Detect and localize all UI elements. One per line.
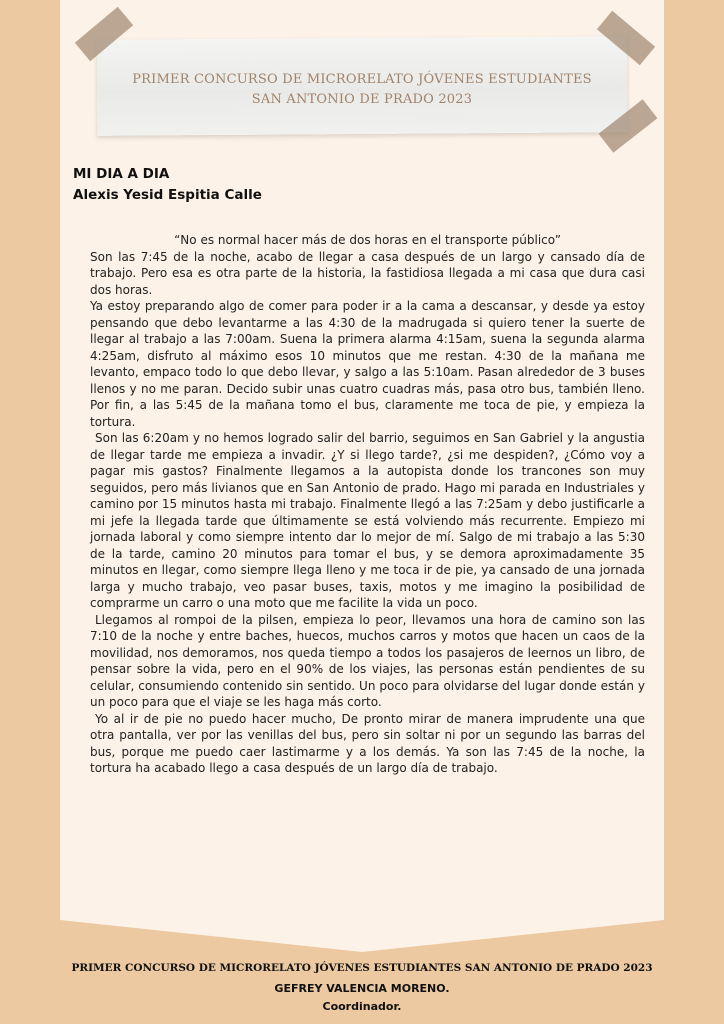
banner-line-1: PRIMER CONCURSO DE MICRORELATO JÓVENES ESTUDIANTES (132, 72, 592, 87)
story-author: Alexis Yesid Espitia Calle (73, 187, 262, 203)
story-body (90, 232, 645, 777)
story-paragraph-3: Son las 6:20am y no hemos logrado salir del barrio, seguimos en San Gabriel y la angustia de llegar tarde me empieza a invadir. ¿Y si llego tarde?, ¿si me despiden?, ¿Cómo voy a pagar mis gastos? Finalmente llegamos a la autopista donde los trancones son muy seguidos, pero más livianos que en San Antonio de prado. Hago mi parada en Industriales y camino por 15 minutos hasta mi trabajo. Finalmente llegó a las 7:25am y debo justificarle a mi jefe la llegada tarde que últimamente se está volviendo más recurrente. Empiezo mi jornada laboral y como siempre intento dar lo mejor de mí. Salgo de mi trabajo a las 5:30 de la tarde, camino 20 minutos para tomar el bus, y se demora aproximadamente 35 minutos en llegar, como siempre llega lleno y me toca ir de pie, ya cansado de una jornada larga y mucho trabajo, veo pasar buses, taxis, motos y me imagino la posibilidad de comprarme un carro o una moto que me facilite la vida un poco. (90, 431, 645, 610)
story-title: MI DIA A DIA (73, 166, 170, 182)
story-header (73, 164, 262, 206)
story-epigraph: “No es normal hacer más de dos horas en el transporte público” (174, 233, 561, 247)
story-paragraph-2: Ya estoy preparando algo de comer para poder ir a la cama a descansar, y desde ya estoy pensando que debo levantarme a las 4:30 de la madrugada si quiero tener la suerte de llegar al trabajo a las 7:00am. Suena la primera alarma 4:15am, suena la segunda alarma 4:25am, disfruto al máximo esos 10 minutos que me restan. 4:30 de la mañana me levanto, empaco todo lo que debo llevar, y salgo a las 5:10am. Pasan alrededor de 3 buses llenos y no me paran. Decido subir unas cuatro cuadras más, pasa otro bus, también lleno. Por fin, a las 5:45 de la mañana tomo el bus, claramente me toca de pie, y empieza la tortura. (90, 299, 645, 429)
footer-coordinator-role: Coordinador. (322, 1000, 402, 1013)
story-paragraph-1: Son las 7:45 de la noche, acabo de llegar a casa después de un largo y cansado día de trabajo. Pero esa es otra parte de la historia, la fastidiosa llegada a mi casa que dura casi dos horas. (90, 249, 645, 297)
banner-heading (97, 70, 627, 110)
story-paragraph-4: Llegamos al rompoi de la pilsen, empieza lo peor, llevamos una hora de camino son las 7:10 de la noche y entre baches, huecos, muchos carros y motos que hacen un caos de la movilidad, nos demoramos, nos queda tiempo a todos los pasajeros de leernos un libro, de pensar sobre la vida, pero en el 90% de los viajes, las personas están pendientes de su celular, consumiendo contenido sin sentido. Un poco para olvidarse del lugar donde están y un poco para que el viaje se les haga más corto. (90, 612, 645, 709)
story-paragraph-5: Yo al ir de pie no puedo hacer mucho, De pronto mirar de manera imprudente una que otra pantalla, ver por las venillas del bus, pero sin soltar ni por un segundo las barras del bus, porque me puedo caer lastimarme y a los demás. Ya son las 7:45 de la noche, la tortura ha acabado llego a casa después de un largo día de trabajo. (90, 711, 645, 775)
footer-coordinator-name: GEFREY VALENCIA MORENO. (274, 982, 450, 995)
footer-contest: PRIMER CONCURSO DE MICRORELATO JÓVENES ESTUDIANTES SAN ANTONIO DE PRADO 2023 (71, 962, 653, 974)
banner-line-2: SAN ANTONIO DE PRADO 2023 (251, 92, 473, 107)
